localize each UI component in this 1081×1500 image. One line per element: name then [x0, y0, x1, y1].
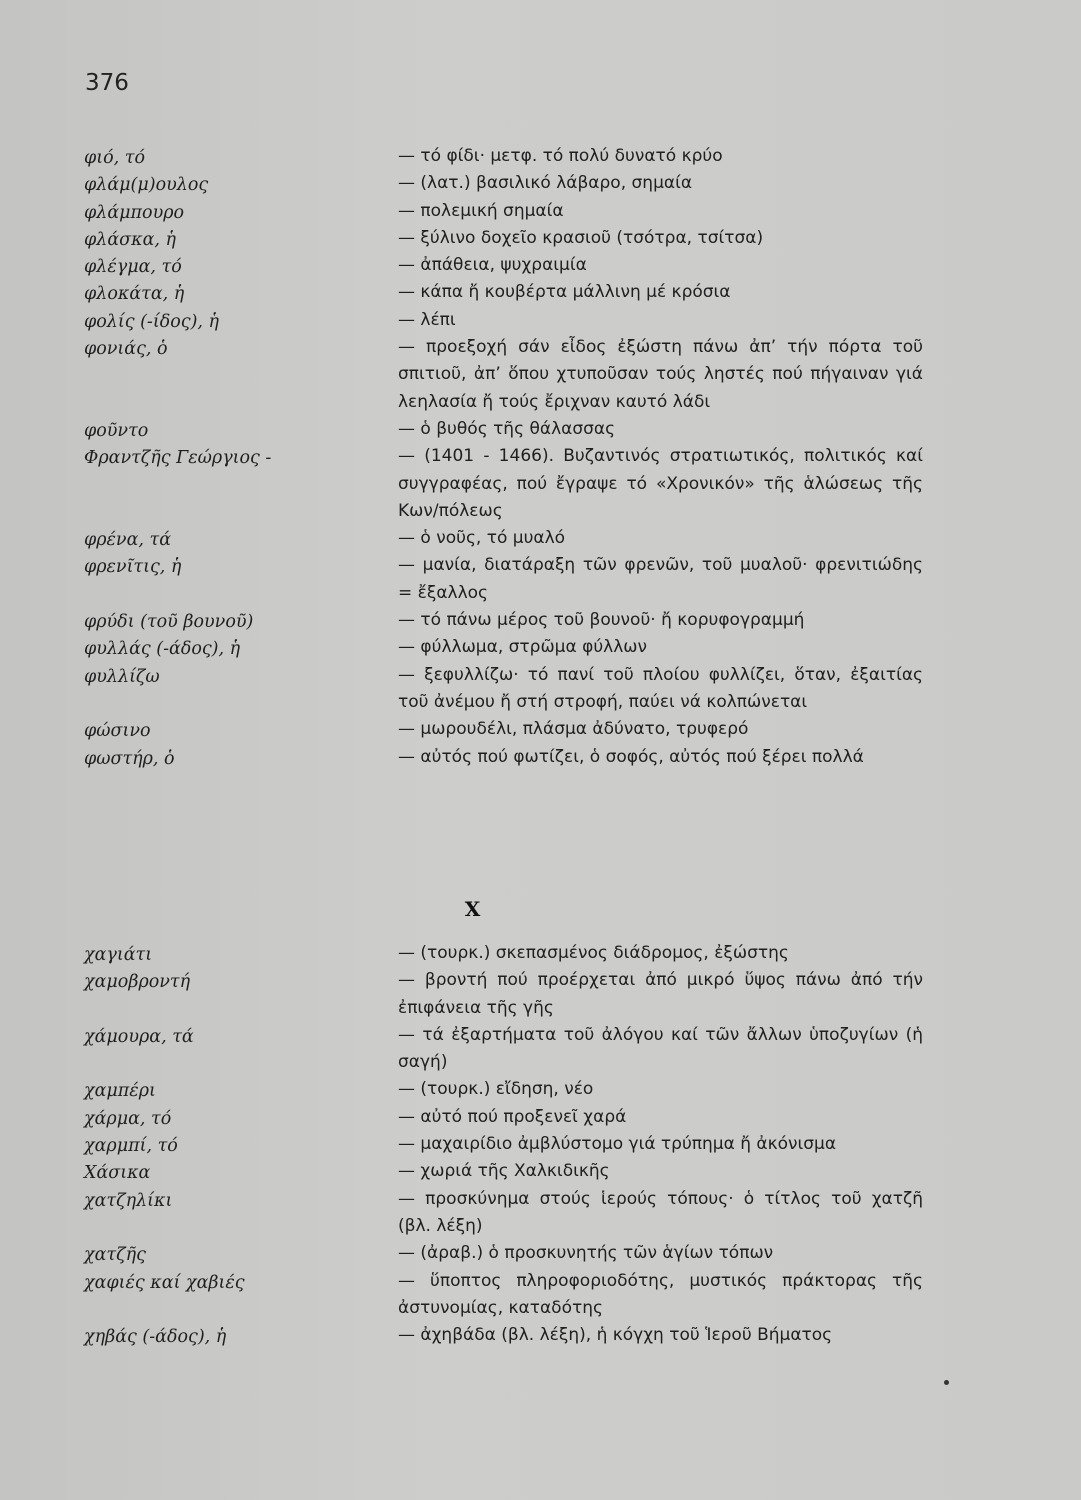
- glossary-definition: — αὐτός πού φωτίζει, ὁ σοφός, αὐτός πού ξέρει πολλά: [398, 746, 864, 767]
- glossary-definition: — μαχαιρίδιο ἀμβλύστομο γιά τρύπημα ἤ ἀκόνισμα: [398, 1134, 837, 1155]
- glossary-entry: [0, 307, 1081, 334]
- glossary-definition: — κάπα ἤ κουβέρτα μάλλινη μέ κρόσια: [398, 282, 731, 303]
- glossary-definition: — μωρουδέλι, πλάσμα ἀδύνατο, τρυφερό: [398, 719, 749, 740]
- glossary-term: φιό, τό: [84, 148, 145, 168]
- glossary-definition: — λέπι: [398, 309, 456, 330]
- glossary-term: χαμοβροντή: [84, 972, 191, 993]
- glossary-entry: [0, 744, 1081, 771]
- glossary-entry: [0, 198, 1081, 225]
- glossary-entry: [0, 279, 1081, 306]
- glossary-definition: — τά ἐξαρτήματα τοῦ ἀλόγου καί τῶν ἄλλων ὑποζυγίων (ἡ σαγή): [398, 1024, 923, 1073]
- glossary-term: φώσινο: [84, 721, 151, 742]
- glossary-term: χατζηλίκι: [84, 1190, 173, 1211]
- glossary-term: φωστήρ, ὁ: [84, 748, 175, 769]
- glossary-definition: — (λατ.) βασιλικό λάβαρο, σημαία: [398, 173, 693, 194]
- glossary-entry: [0, 225, 1081, 252]
- glossary-term: χαγιάτι: [84, 945, 153, 965]
- glossary-definition: — ὕποπτος πληροφοριοδότης, μυστικός πράκτορας τῆς ἀστυνομίας, καταδότης: [398, 1270, 923, 1318]
- glossary-entry: [0, 143, 1081, 170]
- glossary-entry: [0, 552, 1081, 607]
- glossary-definition: — ξεφυλλίζω· τό πανί τοῦ πλοίου φυλλίζει, ὅταν, ἐξαιτίας τοῦ ἀνέμου ἤ στή στροφή, παύει νά κολπώνεται: [398, 664, 923, 712]
- glossary-entry: [0, 416, 1081, 443]
- glossary-entry: [0, 334, 1081, 416]
- glossary-definition: — πολεμική σημαία: [398, 200, 564, 221]
- glossary-term: χαμπέρι: [84, 1081, 156, 1102]
- glossary-entry: [0, 170, 1081, 197]
- glossary-entry: [0, 662, 1081, 717]
- glossary-term: χαφιές καί χαβιές: [84, 1272, 245, 1293]
- glossary-entry: [0, 1186, 1081, 1241]
- print-speck: [944, 1380, 949, 1385]
- glossary-term: Φραντζῆς Γεώργιος -: [84, 448, 272, 469]
- glossary-term: χαρμπί, τό: [84, 1136, 178, 1157]
- glossary-entry: [0, 1104, 1081, 1131]
- glossary-entry: [0, 967, 1081, 1022]
- glossary-entry: [0, 252, 1081, 279]
- glossary-entry: [0, 1022, 1081, 1077]
- glossary-definition: — (τουρκ.) σκεπασμένος διάδρομος, ἐξώστης: [398, 943, 789, 963]
- glossary-term: Χάσικα: [84, 1163, 151, 1184]
- glossary-entry: [0, 716, 1081, 743]
- glossary-term: φλοκάτα, ἡ: [84, 284, 185, 305]
- glossary-term: φρύδι (τοῦ βουνοῦ): [84, 612, 254, 633]
- glossary-entry: [0, 1076, 1081, 1103]
- glossary-entry: [0, 1158, 1081, 1185]
- glossary-entry: [0, 1268, 1081, 1323]
- glossary-definition: — ὁ νοῦς, τό μυαλό: [398, 528, 566, 549]
- glossary-section-phi: [0, 143, 1081, 771]
- glossary-entry: [0, 1322, 1081, 1349]
- glossary-definition: — ὁ βυθός τῆς θάλασσας: [398, 418, 616, 439]
- glossary-term: φλάμπουρο: [84, 202, 185, 223]
- letter-heading: [0, 897, 1081, 921]
- glossary-definition: — ἀχηβάδα (βλ. λέξη), ἡ κόγχη τοῦ Ἱεροῦ Βήματος: [398, 1325, 833, 1346]
- glossary-term: φοῦντο: [84, 420, 149, 441]
- glossary-definition: — φύλλωμα, στρῶμα φύλλων: [398, 637, 648, 658]
- letter-heading-text: X: [464, 897, 481, 921]
- glossary-term: φολίς (-ίδος), ἡ: [84, 311, 220, 332]
- glossary-term: φονιάς, ὁ: [84, 339, 168, 360]
- glossary-definition: — μανία, διατάραξη τῶν φρενῶν, τοῦ μυαλοῦ· φρενιτιώδης = ἔξαλλος: [398, 555, 923, 603]
- glossary-definition: — (ἀραβ.) ὁ προσκυνητής τῶν ἁγίων τόπων: [398, 1243, 774, 1264]
- glossary-term: χάρμα, τό: [84, 1108, 172, 1129]
- glossary-term: φρενῖτις, ἡ: [84, 557, 182, 578]
- glossary-definition: — τό πάνω μέρος τοῦ βουνοῦ· ἤ κορυφογραμμή: [398, 610, 805, 631]
- glossary-term: φλέγμα, τό: [84, 257, 182, 278]
- glossary-entry: [0, 1240, 1081, 1267]
- glossary-section-chi: [0, 940, 1081, 1349]
- glossary-term: χάμουρα, τά: [84, 1026, 194, 1047]
- glossary-entry: [0, 634, 1081, 661]
- glossary-term: φλάσκα, ἡ: [84, 229, 177, 250]
- glossary-term: φυλλάς (-άδος), ἡ: [84, 639, 241, 660]
- glossary-entry: [0, 607, 1081, 634]
- glossary-definition: — προεξοχή σάν εἶδος ἐξώστη πάνω ἀπ’ τήν πόρτα τοῦ σπιτιοῦ, ἀπ’ ὅπου χτυποῦσαν τούς ληστές πού πήγαιναν γιά λεηλασία ἤ τούς ἔριχναν καυτό λάδι: [398, 337, 923, 412]
- glossary-definition: — ἀπάθεια, ψυχραιμία: [398, 255, 587, 276]
- glossary-definition: — αὐτό πού προξενεῖ χαρά: [398, 1106, 627, 1127]
- glossary-definition: — (τουρκ.) εἴδηση, νέο: [398, 1079, 594, 1100]
- page-number: 376: [85, 70, 129, 96]
- glossary-entry: [0, 443, 1081, 525]
- glossary-entry: [0, 940, 1081, 967]
- glossary-definition: — ξύλινο δοχεῖο κρασιοῦ (τσότρα, τσίτσα): [398, 227, 764, 248]
- glossary-entry: [0, 525, 1081, 552]
- glossary-definition: — βροντή πού προέρχεται ἀπό μικρό ὕψος πάνω ἀπό τήν ἐπιφάνεια τῆς γῆς: [398, 970, 923, 1018]
- glossary-definition: — (1401 - 1466). Βυζαντινός στρατιωτικός, πολιτικός καί συγγραφέας, πού ἔγραψε τό «Χρονικόν» τῆς ἁλώσεως τῆς Κων/πόλεως: [398, 446, 923, 521]
- glossary-term: χηβάς (-άδος), ἡ: [84, 1327, 227, 1348]
- glossary-definition: — τό φίδι· μετφ. τό πολύ δυνατό κρύο: [398, 146, 723, 166]
- glossary-term: χατζῆς: [84, 1245, 146, 1266]
- glossary-definition: — προσκύνημα στούς ἱερούς τόπους· ὁ τίτλος τοῦ χατζῆ (βλ. λέξη): [398, 1188, 923, 1236]
- glossary-entry: [0, 1131, 1081, 1158]
- glossary-term: φυλλίζω: [84, 666, 160, 687]
- glossary-term: φρένα, τά: [84, 530, 172, 551]
- glossary-definition: — χωριά τῆς Χαλκιδικῆς: [398, 1161, 610, 1182]
- glossary-term: φλάμ(μ)ουλος: [84, 175, 209, 196]
